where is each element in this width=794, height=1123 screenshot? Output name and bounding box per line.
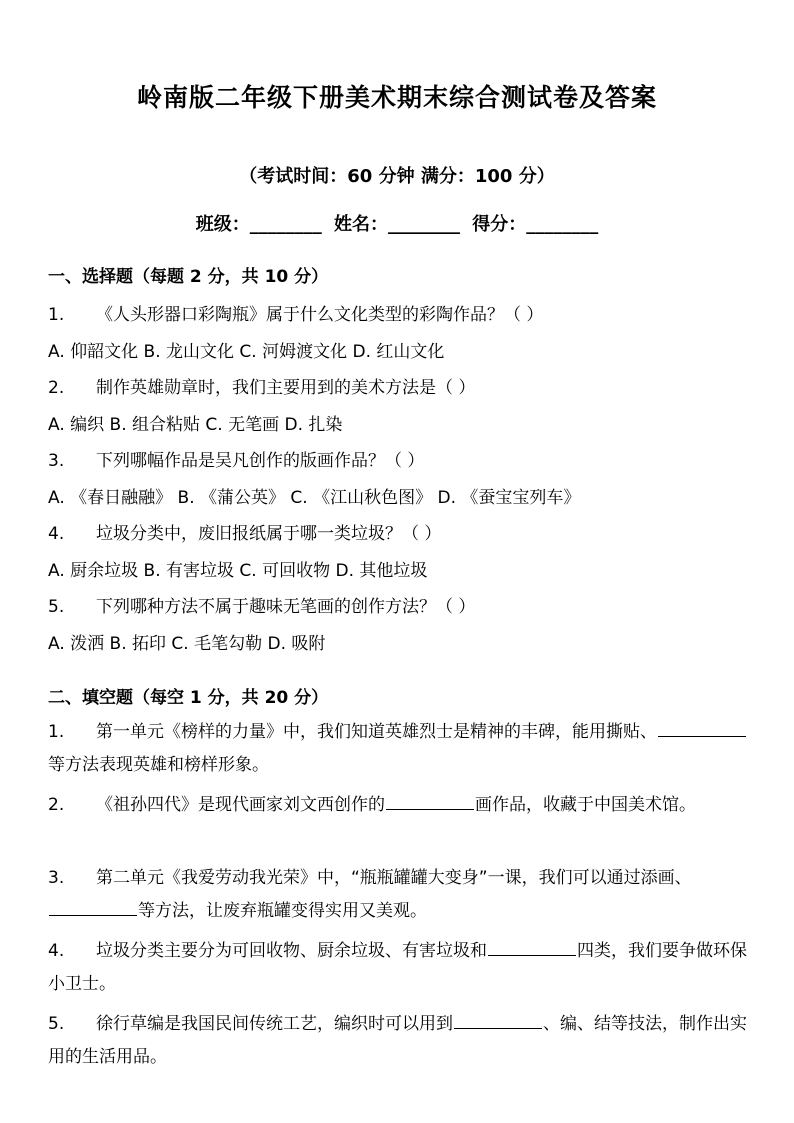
answer-blank[interactable] [658, 718, 746, 737]
fill-question [48, 1008, 748, 1074]
question-number: 3. [48, 451, 65, 471]
name-blank: ________ [388, 214, 460, 235]
choice-options: A. 编织 B. 组合粘贴 C. 无笔画 D. 扎染 [48, 415, 343, 435]
exam-time-info: （考试时间：60 分钟 满分：100 分） [239, 166, 555, 187]
choice-question [48, 372, 748, 405]
answer-blank[interactable] [454, 1010, 542, 1029]
fill-question [48, 862, 748, 928]
choice-options: A. 《春日融融》 B. 《蒲公英》 C. 《江山秋色图》 D. 《蚕宝宝列车》 [48, 488, 581, 508]
question-number: 5. [48, 1014, 65, 1034]
question-text-after: 四类，我们要争做环保小卫士。 [48, 941, 747, 994]
fill-question [48, 716, 748, 782]
question-number: 4. [48, 941, 65, 961]
answer-blank[interactable] [386, 791, 474, 810]
question-text: 垃圾分类中，废旧报纸属于哪一类垃圾？（ ） [96, 524, 442, 544]
question-number: 3. [48, 868, 65, 888]
answer-blank[interactable] [488, 937, 576, 956]
fill-question [48, 935, 748, 1001]
question-text: 下列哪种方法不属于趣味无笔画的创作方法？（ ） [96, 597, 476, 617]
question-text-before: 《祖孙四代》是现代画家刘文西创作的 [96, 795, 385, 815]
class-label: 班级： [195, 214, 250, 235]
page-title: 岭南版二年级下册美术期末综合测试卷及答案 [136, 83, 657, 112]
choice-options: A. 厨余垃圾 B. 有害垃圾 C. 可回收物 D. 其他垃圾 [48, 561, 428, 581]
answer-blank[interactable] [49, 897, 137, 916]
question-text: 制作英雄勋章时，我们主要用到的美术方法是（ ） [96, 378, 476, 398]
question-text-after: 等方法表现英雄和榜样形象。 [48, 755, 269, 775]
question-number: 4. [48, 524, 65, 544]
score-blank: ________ [526, 214, 599, 235]
choice-question [48, 518, 748, 551]
choice-question [48, 299, 748, 332]
question-number: 1. [48, 722, 65, 742]
question-text-after: 画作品，收藏于中国美术馆。 [475, 795, 696, 815]
question-text-before: 垃圾分类主要分为可回收物、厨余垃圾、有害垃圾和 [96, 941, 487, 961]
name-label: 姓名： [334, 214, 388, 235]
question-number: 2. [48, 795, 65, 815]
question-text-after: 、编、结等技法，制作出实用的生活用品。 [48, 1014, 747, 1067]
question-text-after: 等方法，让废弃瓶罐变得实用又美观。 [138, 901, 427, 921]
student-info-line [0, 210, 794, 236]
score-label: 得分： [472, 214, 527, 235]
question-number: 1. [48, 305, 65, 325]
question-number: 2. [48, 378, 65, 398]
question-number: 5. [48, 597, 65, 617]
question-text: 《人头形器口彩陶瓶》属于什么文化类型的彩陶作品？（ ） [96, 305, 544, 325]
question-text: 下列哪幅作品是吴凡创作的版画作品？（ ） [96, 451, 425, 471]
choice-question [48, 445, 748, 478]
question-text-before: 徐行草编是我国民间传统工艺，编织时可以用到 [96, 1014, 453, 1034]
choice-options: A. 泼洒 B. 拓印 C. 毛笔勾勒 D. 吸附 [48, 634, 326, 654]
choice-options: A. 仰韶文化 B. 龙山文化 C. 河姆渡文化 D. 红山文化 [48, 342, 445, 362]
section-title-fill: 二、填空题（每空 1 分，共 20 分） [48, 688, 329, 708]
question-text-before: 第一单元《榜样的力量》中，我们知道英雄烈士是精神的丰碑，能用撕贴、 [96, 722, 657, 742]
fill-question [48, 789, 748, 822]
section-title-choice: 一、选择题（每题 2 分，共 10 分） [48, 267, 329, 287]
question-text-before: 第二单元《我爱劳动我光荣》中，“瓶瓶罐罐大变身”一课，我们可以通过添画、 [96, 868, 692, 888]
class-blank: ________ [249, 214, 322, 235]
choice-question [48, 591, 748, 624]
